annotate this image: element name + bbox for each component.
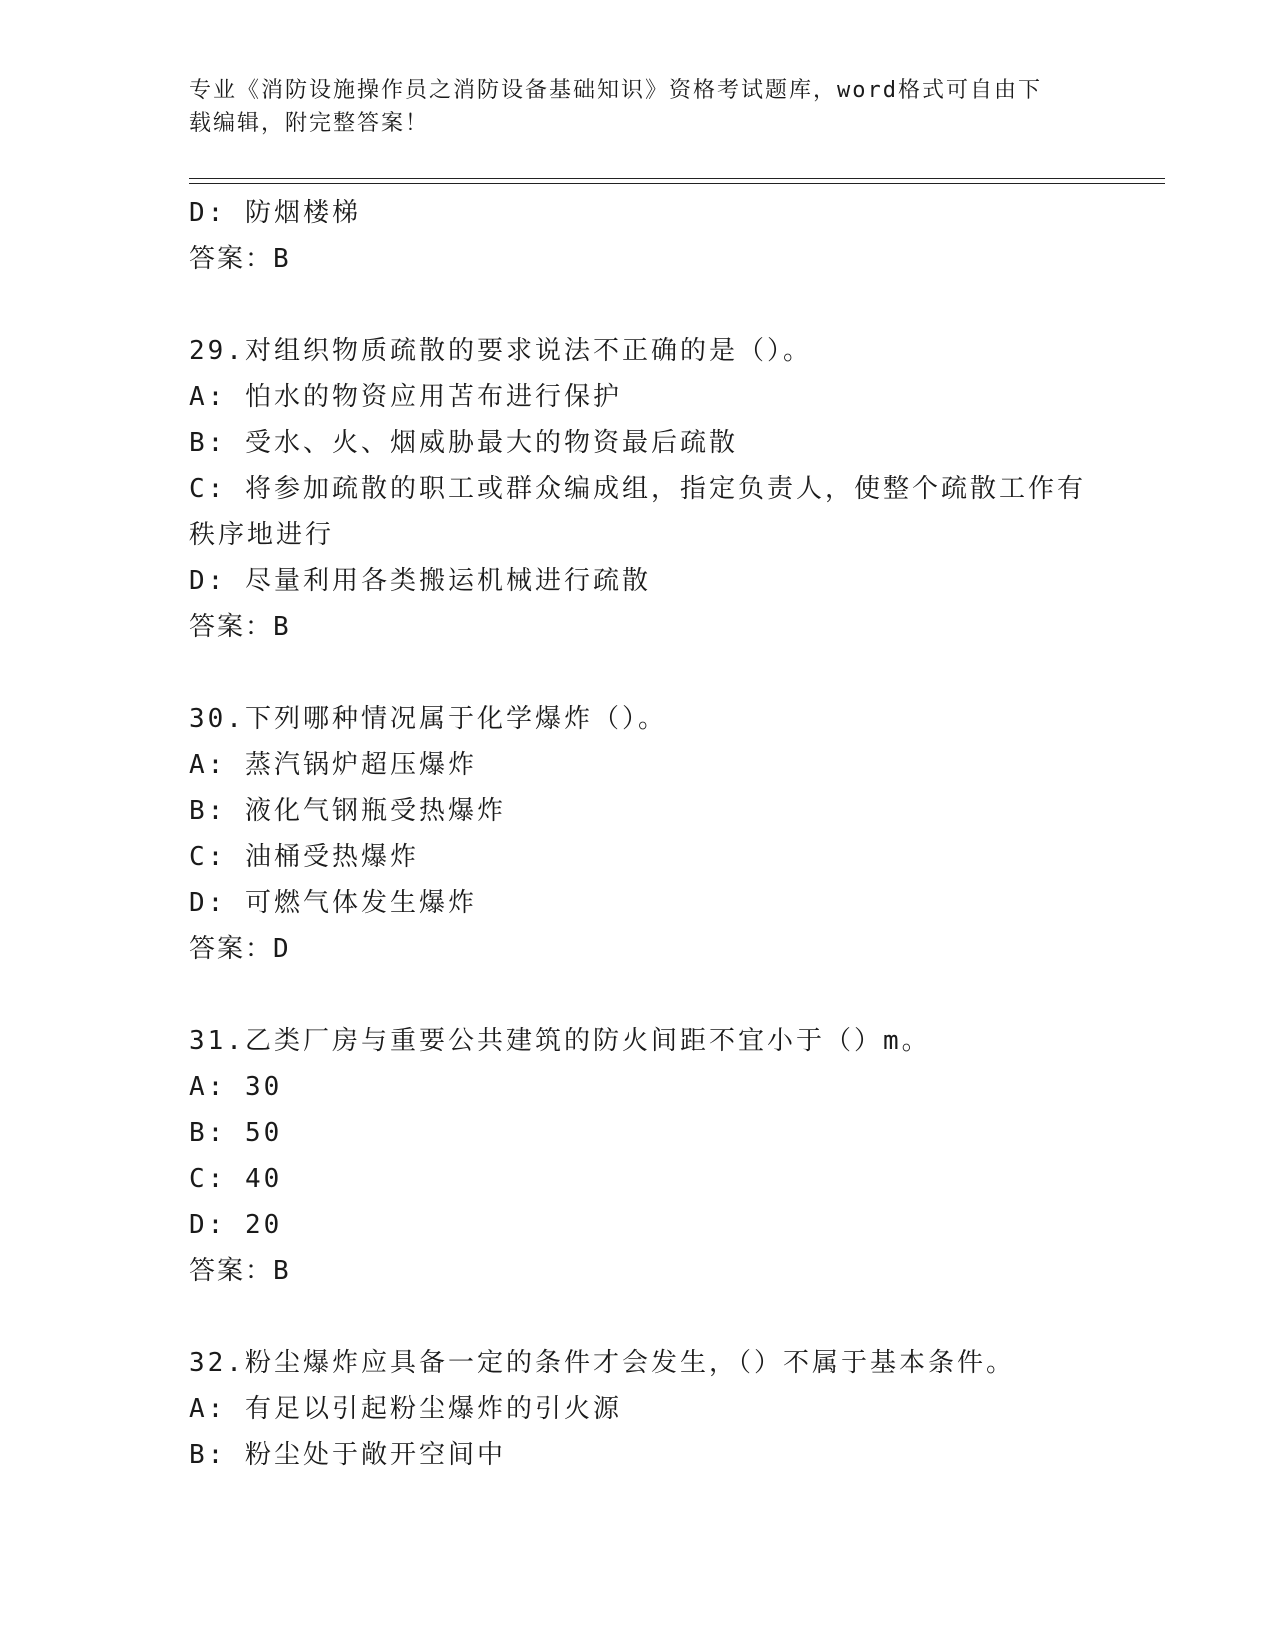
option-a: A: 怕水的物资应用苫布进行保护 [189,382,622,412]
option-d: D: 20 [189,1210,283,1240]
answer-line: 答案：B [189,1256,291,1286]
answer-line: 答案：B [189,612,291,642]
option-b: B: 受水、火、烟威胁最大的物资最后疏散 [189,428,738,458]
header-line-2: 载编辑，附完整答案！ [189,111,430,136]
option-a: A: 有足以引起粉尘爆炸的引火源 [189,1394,622,1424]
option-c: C: 40 [189,1164,283,1194]
option-d: D: 可燃气体发生爆炸 [189,888,477,918]
question-list [189,190,1149,1478]
option-a: A: 30 [189,1072,283,1102]
question-stem: 30.下列哪种情况属于化学爆炸（）。 [189,704,667,734]
header-line-1: 专业《消防设施操作员之消防设备基础知识》资格考试题库，word格式可自由下 [189,78,1042,103]
option-a: A: 蒸汽锅炉超压爆炸 [189,750,477,780]
document-header [189,74,1089,140]
option-d: D: 尽量利用各类搬运机械进行疏散 [189,566,651,596]
option-b: B: 液化气钢瓶受热爆炸 [189,796,506,826]
option-c: C: 将参加疏散的职工或群众编成组，指定负责人，使整个疏散工作有 [189,474,1086,504]
question-stem: 32.粉尘爆炸应具备一定的条件才会发生，（）不属于基本条件。 [189,1348,1015,1378]
header-divider-top [189,178,1165,179]
answer-line: 答案：D [189,934,291,964]
question-stem: 29.对组织物质疏散的要求说法不正确的是（）。 [189,336,812,366]
option-c-continued: 秩序地进行 [189,520,335,550]
option-b: B: 50 [189,1118,283,1148]
answer-line: 答案：B [189,244,291,274]
option-d: D: 防烟楼梯 [189,198,361,228]
header-divider-bottom [189,183,1165,184]
option-c: C: 油桶受热爆炸 [189,842,419,872]
question-stem: 31.乙类厂房与重要公共建筑的防火间距不宜小于（）m。 [189,1026,931,1056]
option-b: B: 粉尘处于敞开空间中 [189,1440,506,1470]
